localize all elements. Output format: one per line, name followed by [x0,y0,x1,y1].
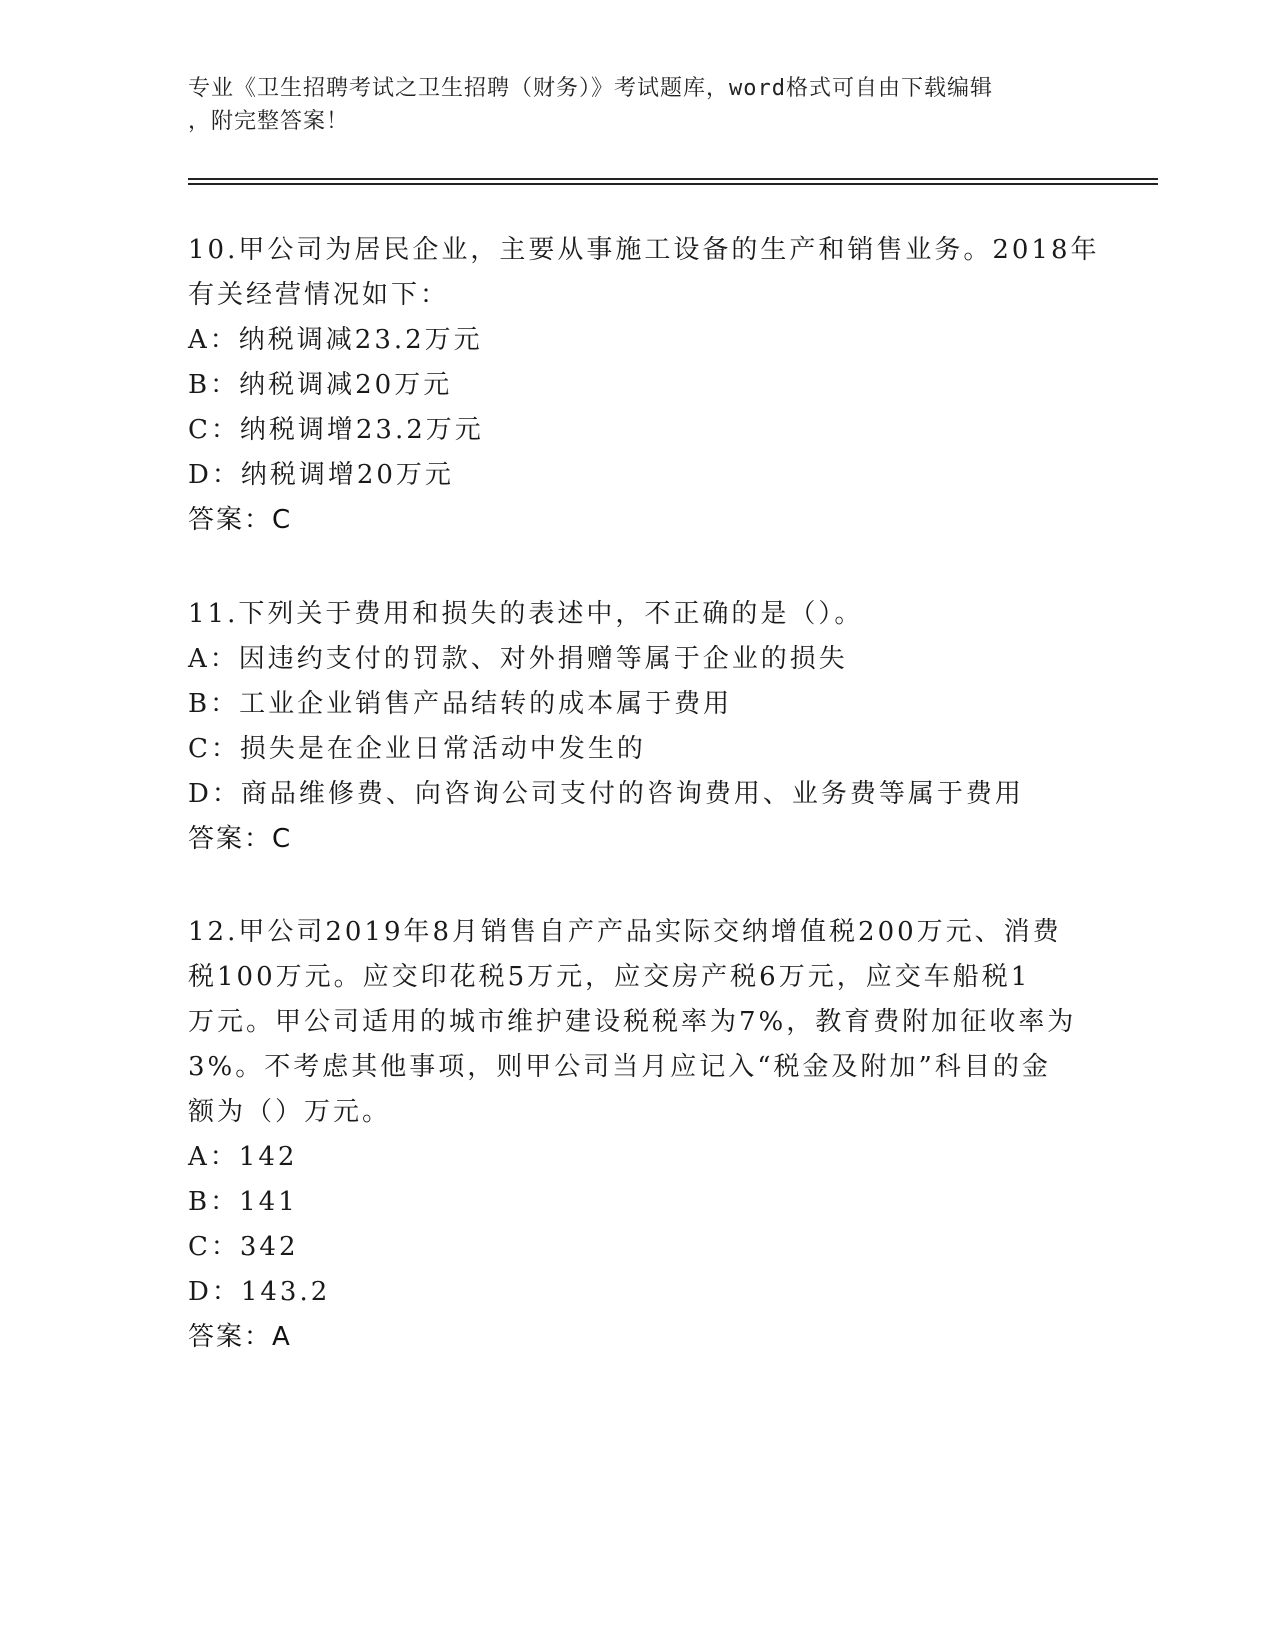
option-a: A：因违约支付的罚款、对外捐赠等属于企业的损失 [188,644,848,674]
answer: 答案：C [188,505,293,535]
question-stem-line: 12.甲公司2019年8月销售自产产品实际交纳增值税200万元、消费 [188,917,1062,947]
question-10 [188,228,1100,543]
question-stem-line: 3%。不考虑其他事项，则甲公司当月应记入“税金及附加”科目的金 [188,1052,1051,1082]
header-divider-bottom [188,183,1158,185]
header-line-1: 专业《卫生招聘考试之卫生招聘（财务）》考试题库，word格式可自由下载编辑 [188,76,993,101]
header-divider-top [188,178,1158,180]
question-11 [188,592,1088,862]
question-stem-line: 税100万元。应交印花税5万元，应交房产税6万元，应交车船税1 [188,962,1031,992]
question-stem-line: 有关经营情况如下： [188,280,450,310]
option-d: D：纳税调增20万元 [188,460,454,490]
option-c: C：损失是在企业日常活动中发生的 [188,734,646,764]
option-a: A：纳税调减23.2万元 [188,325,483,355]
option-c: C：纳税调增23.2万元 [188,415,484,445]
answer: 答案：C [188,824,293,854]
question-stem-line: 11.下列关于费用和损失的表述中，不正确的是（）。 [188,599,864,629]
question-stem-line: 10.甲公司为居民企业，主要从事施工设备的生产和销售业务。2018年 [188,235,1100,265]
option-b: B：工业企业销售产品结转的成本属于费用 [188,689,733,719]
option-c: C：342 [188,1232,299,1262]
question-12 [188,910,1088,1360]
option-a: A：142 [188,1142,298,1172]
document-header [188,72,1088,138]
option-d: D：商品维修费、向咨询公司支付的咨询费用、业务费等属于费用 [188,779,1024,809]
question-stem-line: 万元。甲公司适用的城市维护建设税税率为7%，教育费附加征收率为 [188,1007,1077,1037]
question-stem-line: 额为（）万元。 [188,1097,392,1127]
answer: 答案：A [188,1322,292,1352]
option-d: D：143.2 [188,1277,331,1307]
option-b: B：纳税调减20万元 [188,370,453,400]
option-b: B：141 [188,1187,298,1217]
header-line-2: ，附完整答案！ [188,109,350,134]
